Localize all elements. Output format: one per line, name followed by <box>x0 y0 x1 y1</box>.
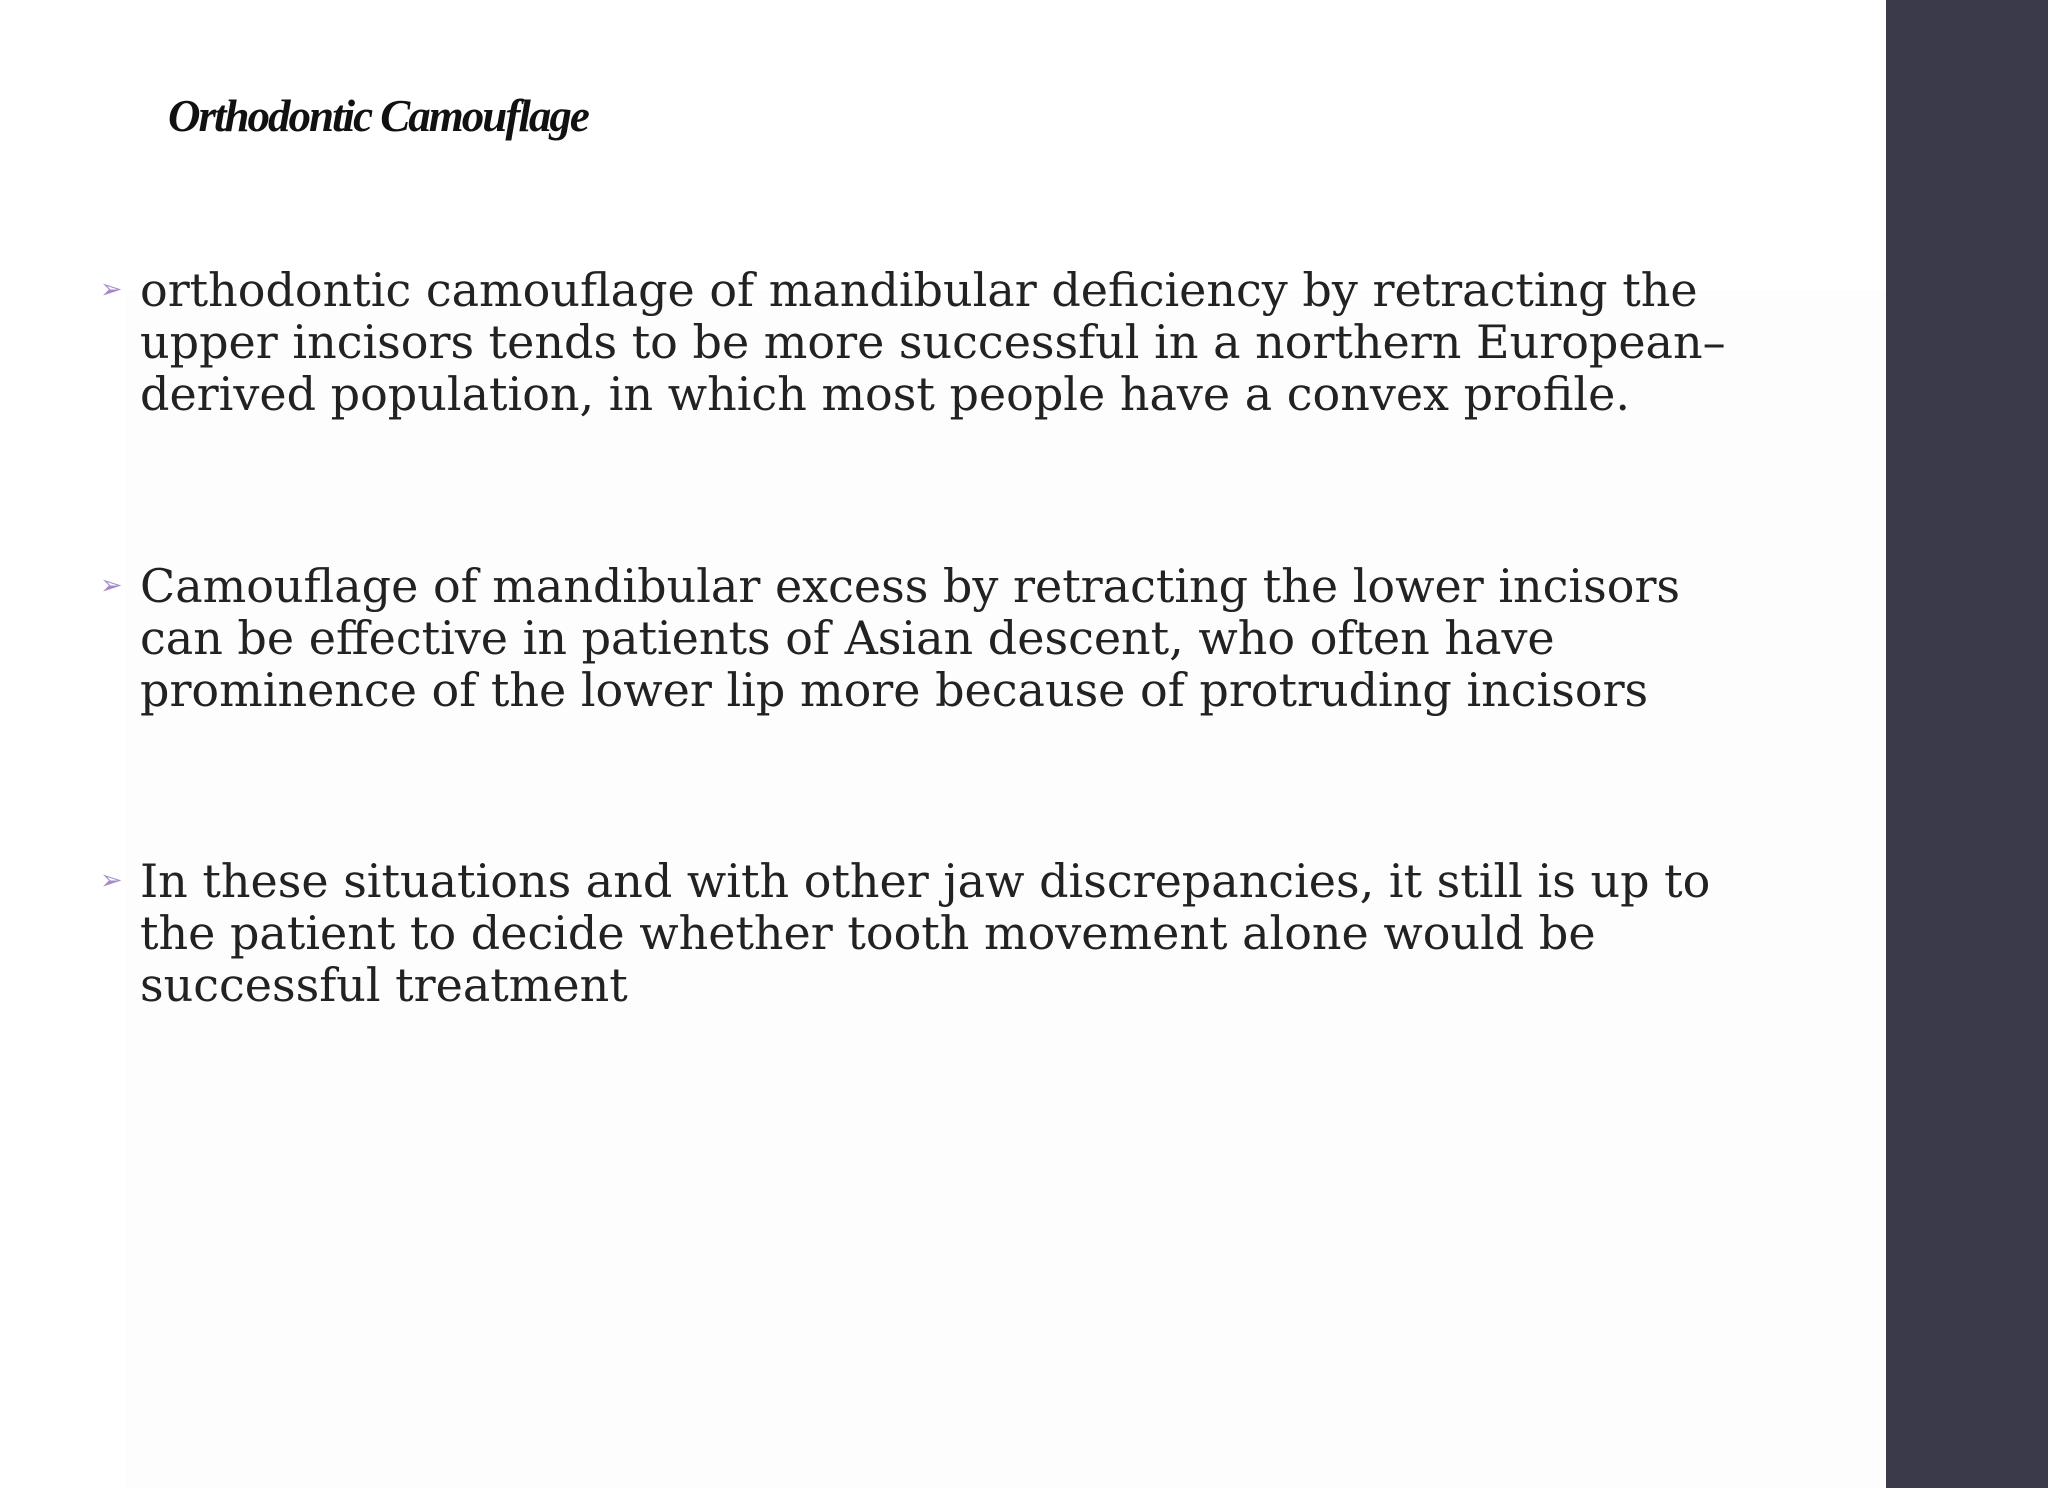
bullet-text-line: the patient to decide whether tooth movement alone would be <box>140 906 1596 960</box>
bullet-text <box>140 855 1800 1011</box>
bullet-text-line: upper incisors tends to be more successful in a northern European– <box>140 315 1726 369</box>
bullet-item <box>100 264 1800 420</box>
bullet-item <box>100 560 1800 716</box>
arrow-bullet-icon: ➢ <box>100 865 123 896</box>
side-bar <box>1886 0 2048 1488</box>
bullet-text-line: prominence of the lower lip more because of protruding incisors <box>140 663 1649 717</box>
arrow-bullet-icon: ➢ <box>100 274 123 305</box>
slide-title: Orthodontic Camouflage <box>168 91 588 141</box>
bullet-text-line: derived population, in which most people have a convex profile. <box>140 367 1630 421</box>
bullet-text-line: orthodontic camouflage of mandibular deficiency by retracting the <box>140 263 1698 317</box>
bullet-text <box>140 560 1800 716</box>
bullet-text-line: can be effective in patients of Asian descent, who often have <box>140 611 1555 665</box>
bullet-text-line: In these situations and with other jaw discrepancies, it still is up to <box>140 854 1711 908</box>
bullet-item <box>100 855 1800 1011</box>
bullet-text <box>140 264 1800 420</box>
arrow-bullet-icon: ➢ <box>100 570 123 601</box>
bullet-text-line: Camouflage of mandibular excess by retracting the lower incisors <box>140 559 1681 613</box>
bullet-text-line: successful treatment <box>140 958 628 1012</box>
